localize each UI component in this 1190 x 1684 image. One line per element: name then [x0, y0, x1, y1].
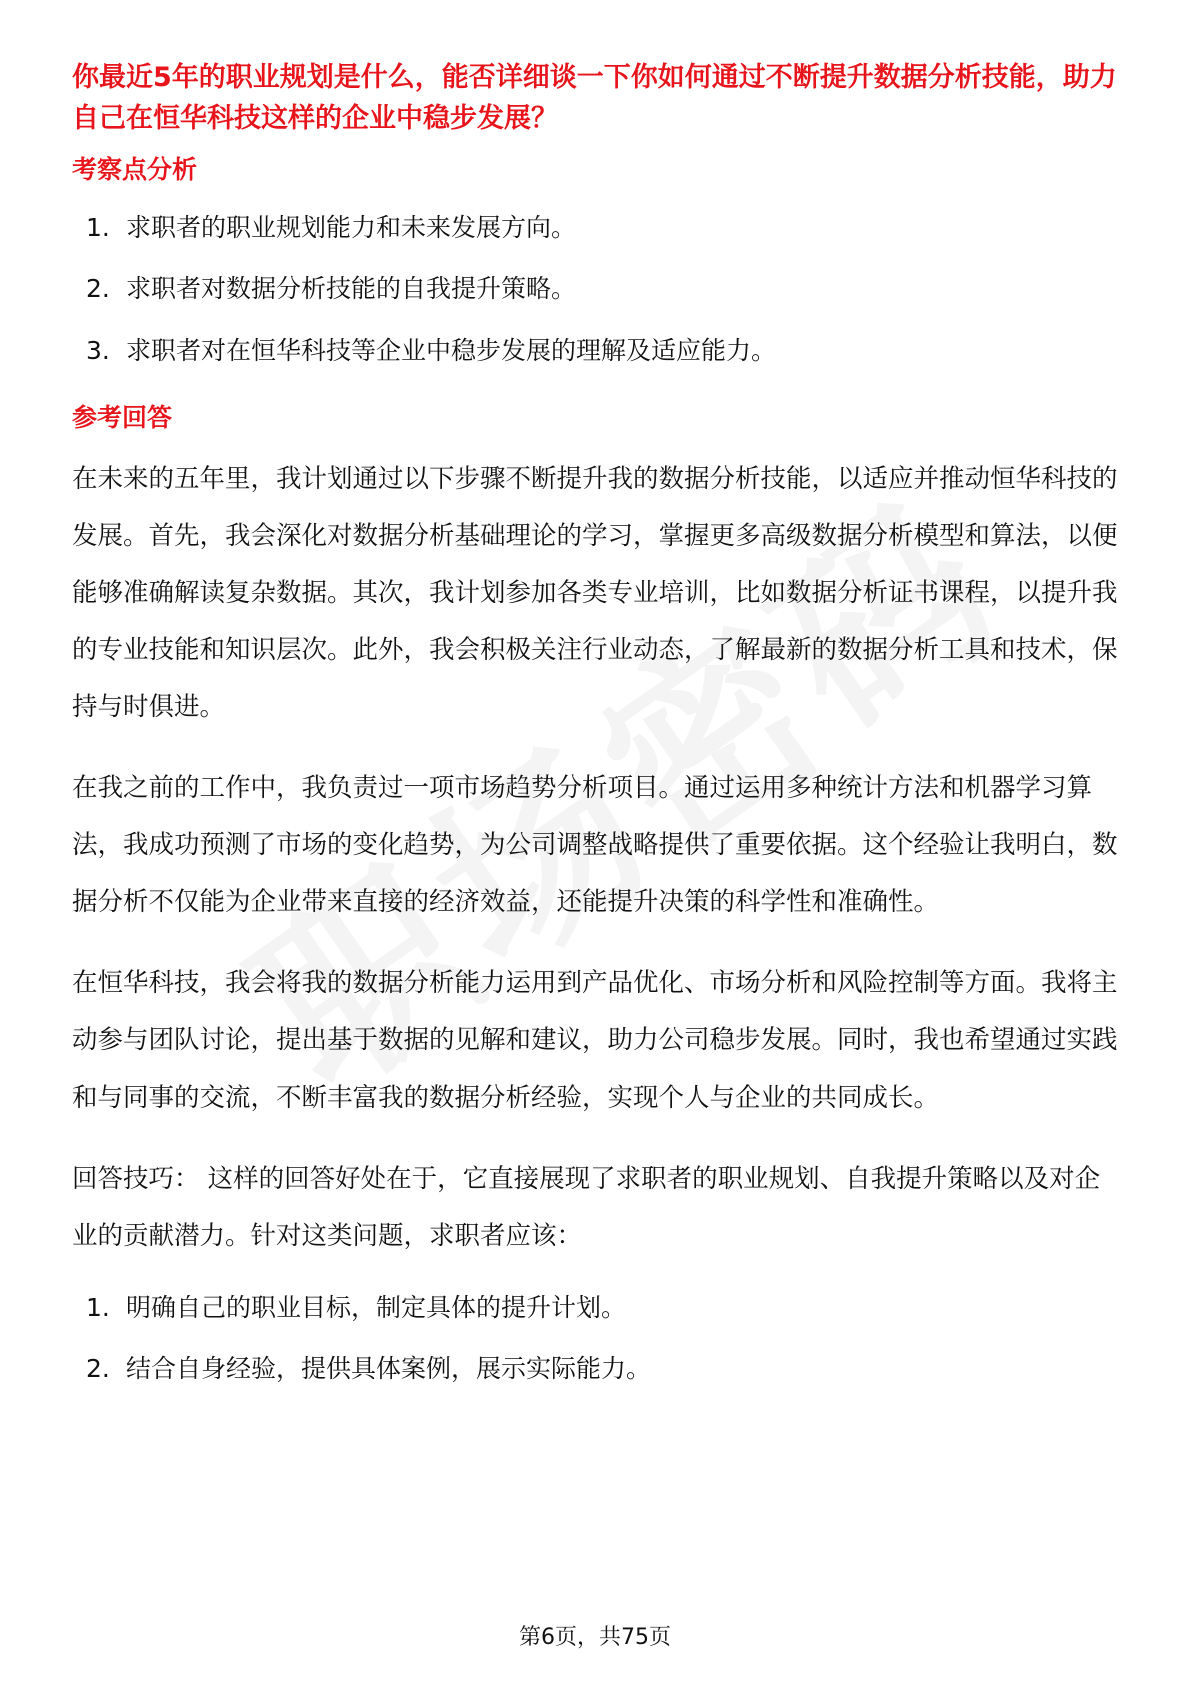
page-content: [72, 58, 1118, 1418]
analysis-heading: 考察点分析: [72, 155, 198, 184]
answer-paragraph: 在未来的五年里，我计划通过以下步骤不断提升我的数据分析技能，以适应并推动恒华科技的发展。首先，我会深化对数据分析基础理论的学习，掌握更多高级数据分析模型和算法，以便能够准确解读复杂数据。其次，我计划参加各类专业培训，比如数据分析证书课程，以提升我的专业技能和知识层次。此外，我会积极关注行业动态，了解最新的数据分析工具和技术，保持与时俱进。: [72, 463, 1118, 722]
list-item-text: 求职者对数据分析技能的自我提升策略。: [126, 274, 577, 303]
list-item: [72, 1289, 1118, 1327]
list-item-number: 3.: [86, 335, 110, 365]
list-item: [72, 332, 1118, 370]
analysis-list: [72, 209, 1118, 370]
answer-heading: 参考回答: [72, 403, 173, 432]
list-item-number: 2.: [86, 1354, 110, 1384]
list-item-number: 1.: [86, 212, 110, 242]
tips-intro-paragraph: 回答技巧： 这样的回答好处在于，它直接展现了求职者的职业规划、自我提升策略以及对企业的贡献潜力。针对这类问题，求职者应该：: [72, 1163, 1101, 1251]
list-item-text: 求职者对在恒华科技等企业中稳步发展的理解及适应能力。: [126, 335, 777, 365]
list-item-text: 明确自己的职业目标，制定具体的提升计划。: [126, 1292, 627, 1322]
answer-paragraph: 在我之前的工作中，我负责过一项市场趋势分析项目。通过运用多种统计方法和机器学习算法，我成功预测了市场的变化趋势，为公司调整战略提供了重要依据。这个经验让我明白，数据分析不仅能为企业带来直接的经济效益，还能提升决策的科学性和准确性。: [72, 773, 1118, 918]
list-item-text: 结合自身经验，提供具体案例，展示实际能力。: [126, 1354, 652, 1384]
list-item: [72, 1350, 1118, 1388]
page-number: 第6页，共75页: [519, 1625, 671, 1650]
question-title: 你最近5年的职业规划是什么，能否详细谈一下你如何通过不断提升数据分析技能，助力自己在恒华科技这样的企业中稳步发展？: [72, 62, 1117, 134]
list-item: [72, 270, 1118, 308]
answer-paragraph: 在恒华科技，我会将我的数据分析能力运用到产品优化、市场分析和风险控制等方面。我将主动参与团队讨论，提出基于数据的见解和建议，助力公司稳步发展。同时，我也希望通过实践和与同事的交流，不断丰富我的数据分析经验，实现个人与企业的共同成长。: [72, 968, 1118, 1113]
list-item-number: 2.: [86, 274, 110, 303]
list-item-number: 1.: [86, 1292, 110, 1322]
list-item-text: 求职者的职业规划能力和未来发展方向。: [126, 212, 577, 242]
tips-list: [72, 1289, 1118, 1388]
list-item: [72, 209, 1118, 247]
